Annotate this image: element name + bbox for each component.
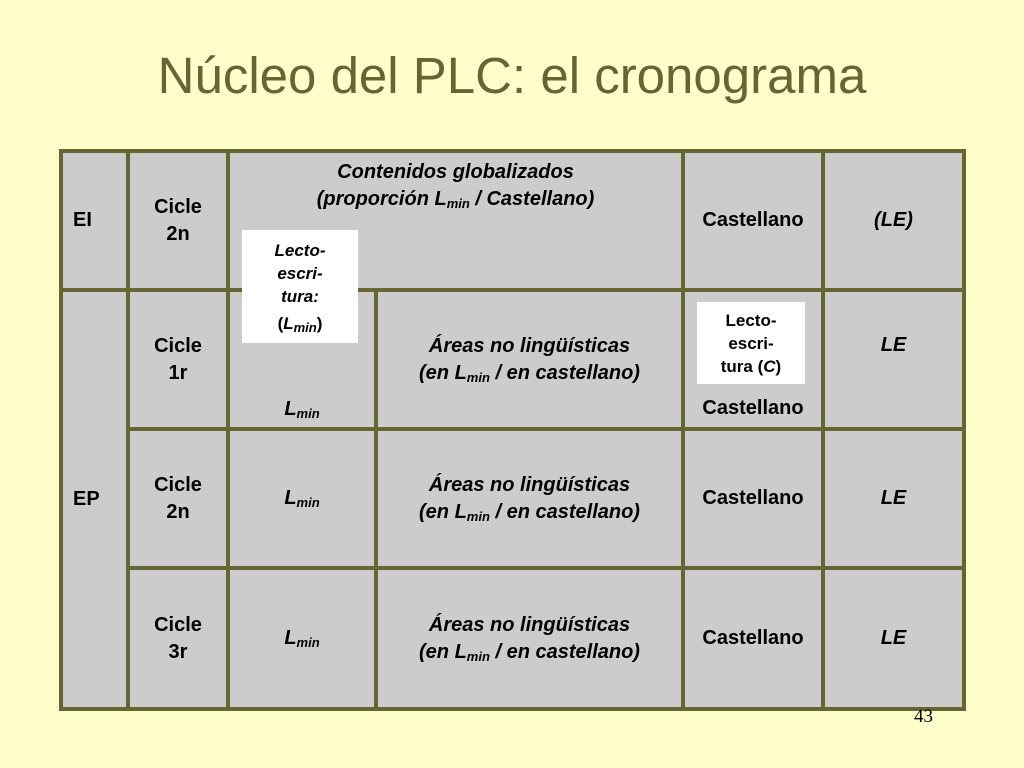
ep-1r-le-label: LE [880, 334, 907, 356]
ep-2n-cycle-line1: Cicle [154, 473, 202, 496]
ep-2n-areas-line1: Áreas no lingüísticas [428, 473, 631, 496]
ei-contents-line2: (proporción $L_{min}$ / Castellano) [316, 188, 595, 211]
note-c-line2: escri- [728, 333, 774, 353]
ep-2n-le-cell [825, 431, 962, 566]
ep-3r-le-cell [825, 570, 962, 707]
slide-title: Núcleo del PLC: el cronograma [157, 47, 867, 104]
ei-cycle-cell [130, 153, 226, 288]
ep-3r-cycle-cell [130, 570, 226, 707]
ep-3r-castellano-label: Castellano [702, 627, 804, 649]
note-c-line1: Lecto- [725, 310, 777, 330]
ei-contents-line1: Contenidos globalizados [337, 161, 574, 183]
note-lmin-line2: escri- [277, 263, 323, 283]
ep-3r-cycle-line2: 3r [168, 640, 188, 663]
ep-2n-le-label: LE [880, 487, 907, 509]
ep-3r-le-label: LE [880, 627, 907, 649]
ei-cycle-line1: Cicle [154, 195, 202, 218]
note-c-line3: tura (C) [720, 356, 782, 376]
ep-3r-lmin-label: $L_{min}$ [284, 627, 320, 650]
ei-castellano-cell [685, 153, 821, 288]
note-lmin-line1: Lecto- [274, 240, 326, 260]
ep-1r-areas-line1: Áreas no lingüísticas [428, 334, 631, 357]
stage-ep-cell [63, 292, 126, 707]
ei-cycle-line2: 2n [166, 222, 190, 245]
stage-ei-cell [63, 153, 126, 288]
ep-3r-lmin-cell [230, 570, 374, 707]
ep-2n-cycle-line2: 2n [166, 500, 190, 523]
ep-1r-areas-line2: (en $L_{min}$ / en castellano) [419, 361, 640, 385]
ei-le-label: (LE) [874, 209, 913, 231]
ep-1r-cycle-line2: 1r [168, 361, 188, 384]
ep-3r-areas-cell [378, 570, 681, 707]
ep-2n-areas-cell [378, 431, 681, 566]
ep-1r-areas-cell [378, 292, 681, 427]
note-lectoescritura-castellano [697, 302, 805, 384]
ep-3r-cycle-line1: Cicle [154, 613, 202, 636]
ep-2n-cycle-cell [130, 431, 226, 566]
ep-3r-castellano-cell [685, 570, 821, 707]
ei-castellano-label: Castellano [702, 209, 804, 231]
stage-ep-label: EP [73, 488, 100, 510]
note-lmin-line4: $(L_{min})$ [277, 313, 323, 335]
ep-3r-areas-line2: (en $L_{min}$ / en castellano) [419, 640, 640, 664]
ep-2n-areas-line2: (en $L_{min}$ / en castellano) [419, 500, 640, 524]
ep-2n-lmin-cell [230, 431, 374, 566]
ep-1r-cycle-line1: Cicle [154, 334, 202, 357]
stage-ei-label: EI [73, 209, 92, 231]
ep-2n-castellano-label: Castellano [702, 487, 804, 509]
ep-1r-castellano-label: Castellano [702, 397, 804, 419]
ep-1r-le-cell [825, 292, 962, 427]
ep-2n-castellano-cell [685, 431, 821, 566]
ep-2n-lmin-label: $L_{min}$ [284, 487, 320, 510]
ei-le-cell [825, 153, 962, 288]
note-lmin-line3: tura: [281, 286, 319, 306]
schedule-table [59, 149, 966, 711]
page-number: 43 [914, 706, 933, 727]
ep-1r-lmin-label: $L_{min}$ [284, 398, 320, 421]
note-lectoescritura-lmin [242, 230, 358, 343]
ep-1r-cycle-cell [130, 292, 226, 427]
ep-3r-areas-line1: Áreas no lingüísticas [428, 613, 631, 636]
